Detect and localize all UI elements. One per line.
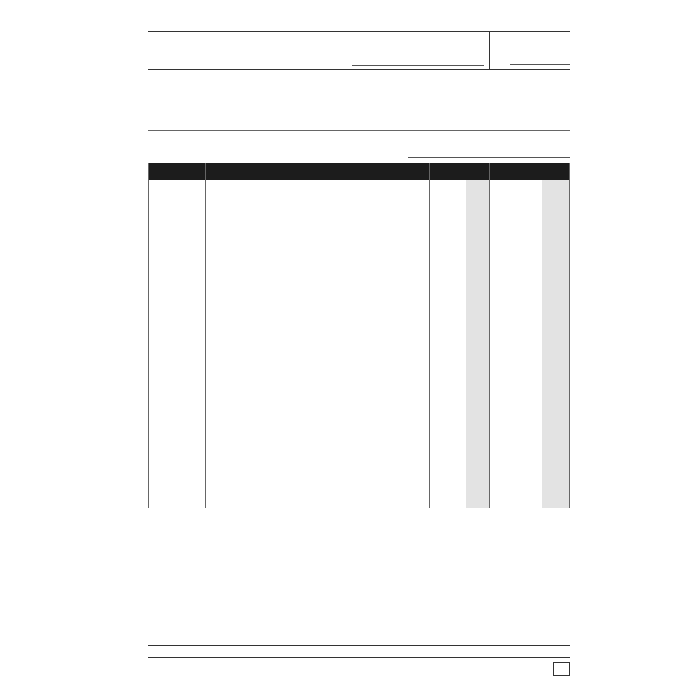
col-header-quantity [148,163,205,180]
col-divider-1 [205,163,206,508]
page-title [148,47,150,65]
col-header-description [205,163,429,180]
footer-rule-bottom [148,657,570,658]
tax-domicile-rule [148,130,570,131]
table-right-border [569,163,570,508]
table-body [148,180,570,508]
col-header-unit-value [429,163,489,180]
page-number [553,662,570,676]
number-field[interactable] [510,64,570,65]
top-rule [148,31,570,32]
col-divider-3 [489,163,490,508]
date-field[interactable] [352,56,484,66]
table-header [148,163,570,180]
col-header-amount [489,163,570,180]
table-left-border [148,163,149,508]
vat-field[interactable] [408,148,570,158]
col-divider-2 [429,163,430,508]
amount-cents-shade [542,180,570,508]
footer-rule [148,645,570,646]
header-divider [489,31,490,69]
buyer-rule [148,69,570,70]
unit-value-cents-shade [466,180,489,508]
